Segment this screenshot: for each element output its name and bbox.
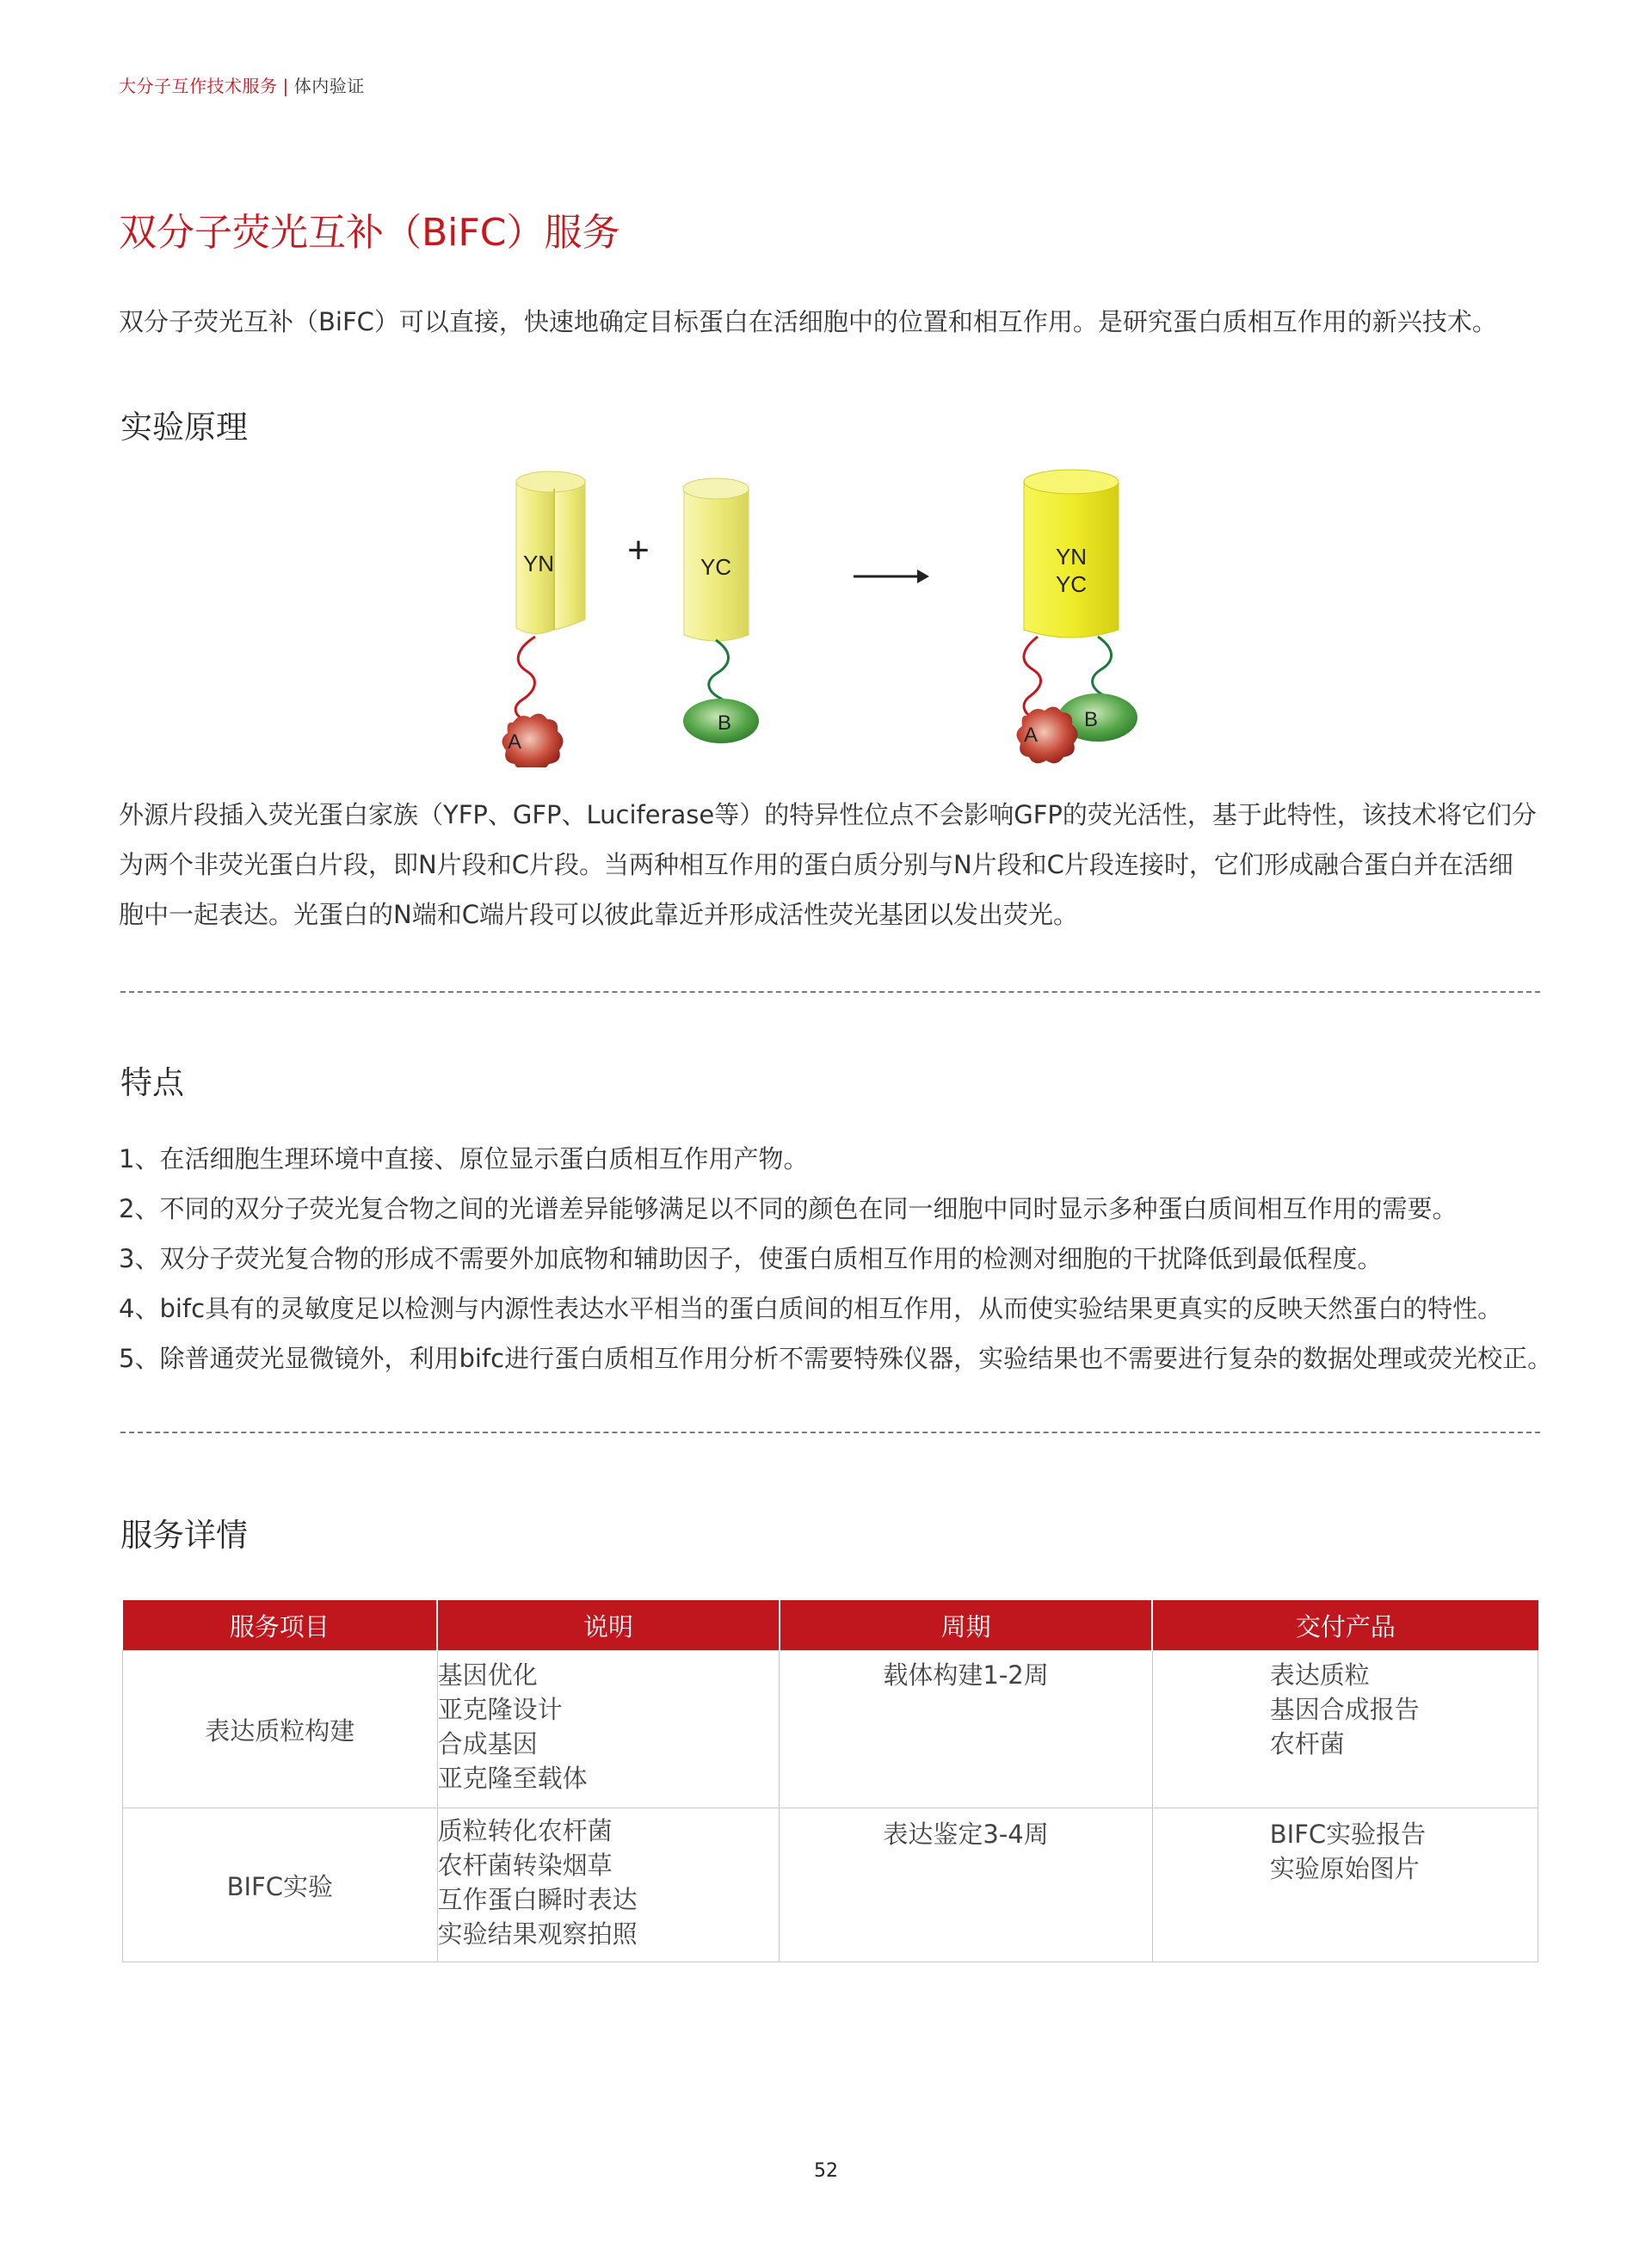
column-header: 交付产品 [1152, 1600, 1538, 1651]
column-header: 服务项目 [123, 1600, 438, 1651]
protein-a-left [502, 713, 563, 767]
yc-label-combined: YC [1055, 571, 1088, 597]
header-section: 大分子互作技术服务 [119, 76, 278, 96]
column-header: 周期 [780, 1600, 1152, 1651]
protein-a-right [1016, 706, 1077, 763]
a-label-right: A [1023, 724, 1039, 747]
description-line: 基因优化 [437, 1660, 538, 1690]
principle-heading: 实验原理 [120, 409, 248, 446]
service-table [122, 1600, 1538, 1962]
deliverable-line: BIFC实验报告 [1269, 1820, 1427, 1849]
yn-label-combined: YN [1055, 544, 1088, 570]
deliverables-cell [1152, 1651, 1538, 1808]
yn-fragment [515, 471, 585, 721]
column-header: 说明 [437, 1600, 780, 1651]
list-item: 1、在活细胞生理环境中直接、原位显示蛋白质相互作用产物。 [119, 1144, 809, 1173]
description-line: 互作蛋白瞬时表达 [437, 1885, 638, 1914]
page-title: 双分子荧光互补（BiFC）服务 [119, 211, 620, 255]
paragraph-line: 外源片段插入荧光蛋白家族（YFP、GFP、Luciferase等）的特异性位点不会影响GFP的荧光活性，基于此特性，该技术将它们分 [119, 800, 1537, 829]
service-item-cell: BIFC实验 [123, 1808, 438, 1962]
features-heading: 特点 [120, 1064, 184, 1101]
b-label-right: B [1083, 708, 1099, 731]
description-line: 实验结果观察拍照 [437, 1919, 638, 1949]
features-list [119, 1134, 1552, 1383]
paragraph-line: 胞中一起表达。光蛋白的N端和C端片段可以彼此靠近并形成活性荧光基团以发出荧光。 [119, 900, 1078, 929]
description-line: 质粒转化农杆菌 [437, 1816, 613, 1845]
dashed-divider [120, 991, 1540, 993]
description-line: 农杆菌转染烟草 [437, 1851, 613, 1880]
header-subsection: 体内验证 [293, 76, 365, 96]
period-cell: 载体构建1-2周 [780, 1651, 1152, 1808]
paragraph-line: 为两个非荧光蛋白片段，即N片段和C片段。当两种相互作用的蛋白质分别与N片段和C片段连接时，它们形成融合蛋白并在活细 [119, 850, 1513, 879]
period-cell: 表达鉴定3-4周 [780, 1808, 1152, 1962]
page-number: 52 [814, 2160, 838, 2182]
list-item: 5、除普通荧光显微镜外，利用bifc进行蛋白质相互作用分析不需要特殊仪器，实验结果也不需要进行复杂的数据处理或荧光校正。 [119, 1344, 1553, 1373]
list-item: 2、不同的双分子荧光复合物之间的光谱差异能够满足以不同的颜色在同一细胞中同时显示多种蛋白质间相互作用的需要。 [119, 1194, 1458, 1223]
intro-text: 双分子荧光互补（BiFC）可以直接，快速地确定目标蛋白在活细胞中的位置和相互作用。是研究蛋白质相互作用的新兴技术。 [119, 307, 1497, 336]
running-header [119, 72, 365, 97]
yc-label: YC [700, 554, 732, 580]
reconstituted-fluorophore [1024, 470, 1119, 719]
principle-paragraph [119, 790, 1547, 939]
service-item-cell: 表达质粒构建 [123, 1651, 438, 1808]
deliverable-line: 农杆菌 [1269, 1729, 1345, 1758]
reaction-arrow [854, 570, 929, 583]
description-line: 亚克隆设计 [437, 1695, 563, 1724]
yc-fragment [683, 478, 749, 721]
dashed-divider [120, 1432, 1540, 1433]
description-line: 亚克隆至载体 [437, 1764, 588, 1793]
list-item: 3、双分子荧光复合物的形成不需要外加底物和辅助因子，使蛋白质相互作用的检测对细胞的干扰降低到最低程度。 [119, 1244, 1383, 1273]
table-header-row [123, 1600, 1538, 1651]
a-label-left: A [507, 730, 522, 754]
deliverable-line: 实验原始图片 [1269, 1854, 1420, 1883]
yn-label: YN [522, 551, 555, 576]
protein-b-left [683, 699, 759, 743]
list-item: 4、bifc具有的灵敏度足以检测与内源性表达水平相当的蛋白质间的相互作用，从而使实验结果更真实的反映天然蛋白的特性。 [119, 1294, 1503, 1323]
deliverable-line: 基因合成报告 [1269, 1695, 1420, 1724]
service-heading: 服务详情 [120, 1517, 248, 1554]
deliverable-line: 表达质粒 [1269, 1660, 1370, 1690]
description-cell [437, 1808, 780, 1962]
description-line: 合成基因 [437, 1729, 538, 1758]
deliverables-cell [1152, 1808, 1538, 1962]
b-label-left: B [717, 711, 732, 735]
plus-sign: + [627, 529, 650, 571]
description-cell [437, 1651, 780, 1808]
bifc-principle-diagram [465, 458, 1480, 767]
header-separator: | [282, 76, 289, 96]
table-row [123, 1808, 1538, 1962]
table-row [123, 1651, 1538, 1808]
